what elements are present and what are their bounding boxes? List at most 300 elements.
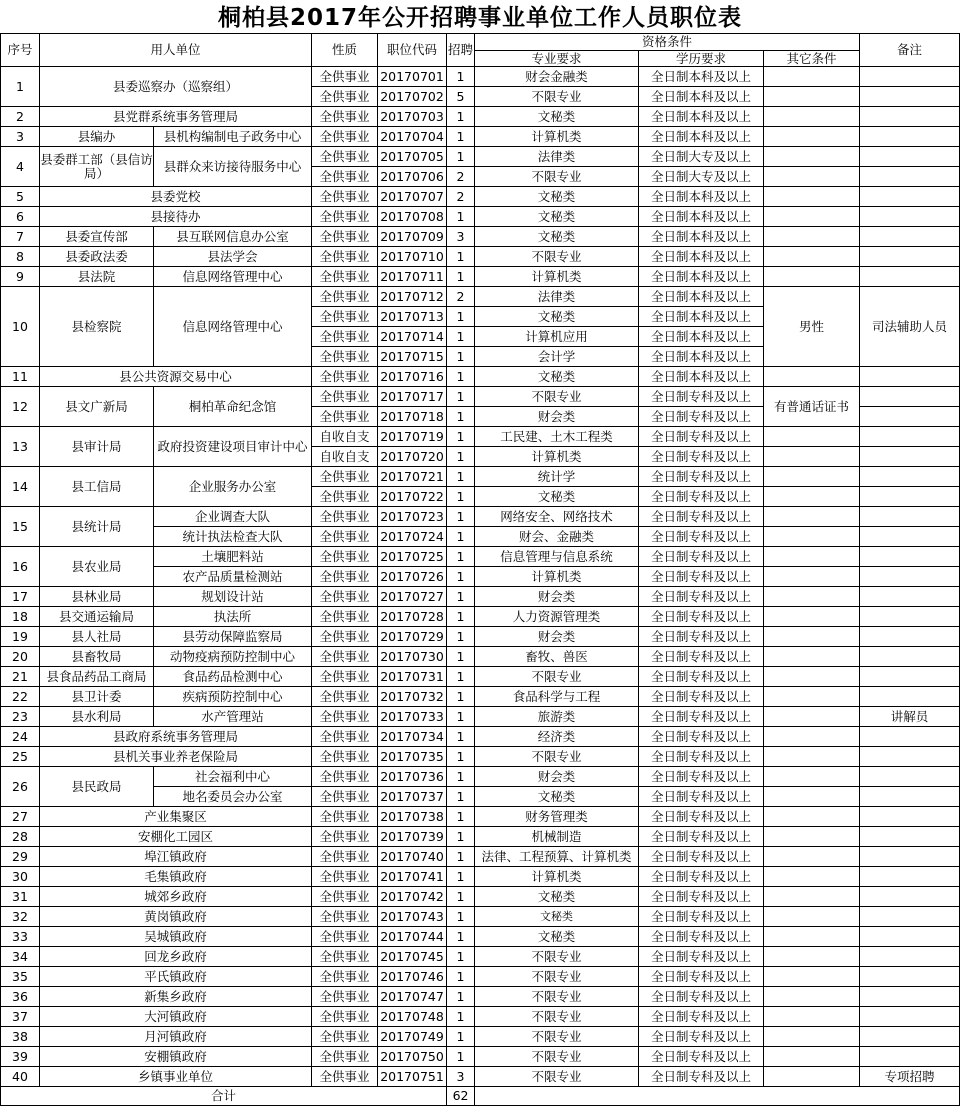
seq-cell: 21 bbox=[1, 667, 40, 687]
nature-cell: 全供事业 bbox=[312, 727, 378, 747]
nature-cell: 全供事业 bbox=[312, 1027, 378, 1047]
table-row bbox=[1, 387, 960, 407]
remark-cell: 专项招聘 bbox=[860, 1067, 960, 1087]
edu-cell: 全日制专科及以上 bbox=[639, 507, 764, 527]
other-cell bbox=[764, 487, 860, 507]
subunit-cell: 县机构编制电子政务中心 bbox=[154, 127, 312, 147]
other-cell bbox=[764, 807, 860, 827]
edu-cell: 全日制本科及以上 bbox=[639, 67, 764, 87]
edu-cell: 全日制专科及以上 bbox=[639, 947, 764, 967]
nature-cell: 全供事业 bbox=[312, 507, 378, 527]
major-cell: 文秘类 bbox=[475, 187, 639, 207]
code-cell: 20170706 bbox=[378, 167, 447, 187]
seq-cell: 6 bbox=[1, 207, 40, 227]
other-cell bbox=[764, 427, 860, 447]
code-cell: 20170723 bbox=[378, 507, 447, 527]
edu-cell: 全日制本科及以上 bbox=[639, 247, 764, 267]
other-cell bbox=[764, 367, 860, 387]
seq-cell: 2 bbox=[1, 107, 40, 127]
code-cell: 20170737 bbox=[378, 787, 447, 807]
edu-cell: 全日制专科及以上 bbox=[639, 407, 764, 427]
seq-cell: 3 bbox=[1, 127, 40, 147]
seq-cell: 34 bbox=[1, 947, 40, 967]
table-row bbox=[1, 187, 960, 207]
major-cell: 计算机类 bbox=[475, 567, 639, 587]
remark-cell bbox=[860, 167, 960, 187]
other-cell bbox=[764, 767, 860, 787]
nature-cell: 全供事业 bbox=[312, 367, 378, 387]
unit-cell: 县水利局 bbox=[40, 707, 154, 727]
other-cell bbox=[764, 647, 860, 667]
other-cell bbox=[764, 87, 860, 107]
seq-cell: 36 bbox=[1, 987, 40, 1007]
other-cell bbox=[764, 927, 860, 947]
table-row bbox=[1, 687, 960, 707]
edu-cell: 全日制专科及以上 bbox=[639, 607, 764, 627]
other-cell bbox=[764, 947, 860, 967]
remark-cell bbox=[860, 227, 960, 247]
nature-cell: 全供事业 bbox=[312, 467, 378, 487]
remark-cell bbox=[860, 867, 960, 887]
table-row bbox=[1, 247, 960, 267]
edu-cell: 全日制专科及以上 bbox=[639, 587, 764, 607]
remark-cell bbox=[860, 467, 960, 487]
code-cell: 20170719 bbox=[378, 427, 447, 447]
seq-cell: 30 bbox=[1, 867, 40, 887]
edu-cell: 全日制专科及以上 bbox=[639, 747, 764, 767]
remark-cell bbox=[860, 107, 960, 127]
major-cell: 计算机类 bbox=[475, 127, 639, 147]
total-count: 62 bbox=[447, 1087, 475, 1106]
seq-cell: 38 bbox=[1, 1027, 40, 1047]
count-cell: 1 bbox=[447, 667, 475, 687]
remark-cell bbox=[860, 747, 960, 767]
code-cell: 20170707 bbox=[378, 187, 447, 207]
count-cell: 1 bbox=[447, 347, 475, 367]
nature-cell: 全供事业 bbox=[312, 107, 378, 127]
table-row bbox=[1, 1047, 960, 1067]
seq-cell: 4 bbox=[1, 147, 40, 187]
nature-cell: 全供事业 bbox=[312, 687, 378, 707]
code-cell: 20170745 bbox=[378, 947, 447, 967]
code-cell: 20170748 bbox=[378, 1007, 447, 1027]
edu-cell: 全日制本科及以上 bbox=[639, 267, 764, 287]
remark-cell bbox=[860, 127, 960, 147]
count-cell: 1 bbox=[447, 67, 475, 87]
nature-cell: 全供事业 bbox=[312, 587, 378, 607]
major-cell: 法律、工程预算、计算机类 bbox=[475, 847, 639, 867]
count-cell: 1 bbox=[447, 127, 475, 147]
seq-cell: 40 bbox=[1, 1067, 40, 1087]
subunit-cell: 社会福利中心 bbox=[154, 767, 312, 787]
code-cell: 20170711 bbox=[378, 267, 447, 287]
count-cell: 1 bbox=[447, 507, 475, 527]
edu-cell: 全日制专科及以上 bbox=[639, 927, 764, 947]
remark-cell bbox=[860, 967, 960, 987]
major-cell: 信息管理与信息系统 bbox=[475, 547, 639, 567]
other-cell bbox=[764, 467, 860, 487]
count-cell: 1 bbox=[447, 327, 475, 347]
major-cell: 文秘类 bbox=[475, 227, 639, 247]
code-cell: 20170735 bbox=[378, 747, 447, 767]
other-cell bbox=[764, 687, 860, 707]
edu-cell: 全日制专科及以上 bbox=[639, 1007, 764, 1027]
other-cell bbox=[764, 107, 860, 127]
remark-cell bbox=[860, 447, 960, 467]
remark-cell bbox=[860, 927, 960, 947]
major-cell: 不限专业 bbox=[475, 987, 639, 1007]
unit-cell: 县党群系统事务管理局 bbox=[40, 107, 312, 127]
subunit-cell: 信息网络管理中心 bbox=[154, 287, 312, 367]
remark-cell bbox=[860, 387, 960, 407]
count-cell: 1 bbox=[447, 447, 475, 467]
remark-cell bbox=[860, 787, 960, 807]
seq-cell: 18 bbox=[1, 607, 40, 627]
table-row bbox=[1, 847, 960, 867]
other-cell bbox=[764, 167, 860, 187]
major-cell: 经济类 bbox=[475, 727, 639, 747]
other-cell bbox=[764, 227, 860, 247]
count-cell: 1 bbox=[447, 827, 475, 847]
count-cell: 1 bbox=[447, 787, 475, 807]
unit-cell: 县交通运输局 bbox=[40, 607, 154, 627]
remark-cell bbox=[860, 87, 960, 107]
major-cell: 会计学 bbox=[475, 347, 639, 367]
nature-cell: 全供事业 bbox=[312, 187, 378, 207]
unit-cell: 安棚镇政府 bbox=[40, 1047, 312, 1067]
remark-cell bbox=[860, 847, 960, 867]
remark-cell bbox=[860, 547, 960, 567]
other-cell bbox=[764, 907, 860, 927]
header-code: 职位代码 bbox=[378, 34, 447, 67]
count-cell: 1 bbox=[447, 607, 475, 627]
seq-cell: 23 bbox=[1, 707, 40, 727]
count-cell: 1 bbox=[447, 307, 475, 327]
major-cell: 不限专业 bbox=[475, 87, 639, 107]
unit-cell: 县畜牧局 bbox=[40, 647, 154, 667]
unit-cell: 县编办 bbox=[40, 127, 154, 147]
unit-cell: 乡镇事业单位 bbox=[40, 1067, 312, 1087]
seq-cell: 15 bbox=[1, 507, 40, 547]
edu-cell: 全日制本科及以上 bbox=[639, 207, 764, 227]
subunit-cell: 信息网络管理中心 bbox=[154, 267, 312, 287]
seq-cell: 31 bbox=[1, 887, 40, 907]
remark-cell bbox=[860, 807, 960, 827]
remark-cell bbox=[860, 1027, 960, 1047]
count-cell: 1 bbox=[447, 1027, 475, 1047]
remark-cell bbox=[860, 667, 960, 687]
table-row bbox=[1, 207, 960, 227]
nature-cell: 全供事业 bbox=[312, 527, 378, 547]
unit-cell: 县检察院 bbox=[40, 287, 154, 367]
other-cell bbox=[764, 547, 860, 567]
count-cell: 1 bbox=[447, 587, 475, 607]
count-cell: 5 bbox=[447, 87, 475, 107]
edu-cell: 全日制专科及以上 bbox=[639, 787, 764, 807]
edu-cell: 全日制本科及以上 bbox=[639, 127, 764, 147]
count-cell: 3 bbox=[447, 227, 475, 247]
nature-cell: 全供事业 bbox=[312, 927, 378, 947]
unit-cell: 县文广新局 bbox=[40, 387, 154, 427]
major-cell: 文秘类 bbox=[475, 787, 639, 807]
count-cell: 1 bbox=[447, 927, 475, 947]
other-cell bbox=[764, 187, 860, 207]
code-cell: 20170736 bbox=[378, 767, 447, 787]
table-row bbox=[1, 807, 960, 827]
edu-cell: 全日制本科及以上 bbox=[639, 107, 764, 127]
major-cell: 文秘类 bbox=[475, 927, 639, 947]
table-row bbox=[1, 727, 960, 747]
nature-cell: 全供事业 bbox=[312, 1067, 378, 1087]
code-cell: 20170718 bbox=[378, 407, 447, 427]
count-cell: 1 bbox=[447, 1047, 475, 1067]
table-row bbox=[1, 147, 960, 167]
header-unit: 用人单位 bbox=[40, 34, 312, 67]
header-row bbox=[1, 34, 960, 51]
nature-cell: 全供事业 bbox=[312, 407, 378, 427]
other-cell bbox=[764, 567, 860, 587]
unit-cell: 县审计局 bbox=[40, 427, 154, 467]
remark-cell bbox=[860, 887, 960, 907]
subunit-cell: 土壤肥料站 bbox=[154, 547, 312, 567]
nature-cell: 全供事业 bbox=[312, 327, 378, 347]
code-cell: 20170734 bbox=[378, 727, 447, 747]
subunit-cell: 疾病预防控制中心 bbox=[154, 687, 312, 707]
code-cell: 20170704 bbox=[378, 127, 447, 147]
nature-cell: 全供事业 bbox=[312, 647, 378, 667]
other-cell bbox=[764, 207, 860, 227]
unit-cell: 埠江镇政府 bbox=[40, 847, 312, 867]
code-cell: 20170727 bbox=[378, 587, 447, 607]
table-row bbox=[1, 987, 960, 1007]
nature-cell: 全供事业 bbox=[312, 807, 378, 827]
unit-cell: 县统计局 bbox=[40, 507, 154, 547]
edu-cell: 全日制本科及以上 bbox=[639, 227, 764, 247]
nature-cell: 全供事业 bbox=[312, 707, 378, 727]
seq-cell: 14 bbox=[1, 467, 40, 507]
code-cell: 20170721 bbox=[378, 467, 447, 487]
count-cell: 2 bbox=[447, 287, 475, 307]
edu-cell: 全日制本科及以上 bbox=[639, 307, 764, 327]
edu-cell: 全日制专科及以上 bbox=[639, 707, 764, 727]
other-cell bbox=[764, 447, 860, 467]
remark-cell bbox=[860, 187, 960, 207]
seq-cell: 35 bbox=[1, 967, 40, 987]
nature-cell: 全供事业 bbox=[312, 307, 378, 327]
major-cell: 财会、金融类 bbox=[475, 527, 639, 547]
major-cell: 不限专业 bbox=[475, 1027, 639, 1047]
other-cell bbox=[764, 827, 860, 847]
code-cell: 20170725 bbox=[378, 547, 447, 567]
table-row bbox=[1, 127, 960, 147]
unit-cell: 吴城镇政府 bbox=[40, 927, 312, 947]
subunit-cell: 水产管理站 bbox=[154, 707, 312, 727]
code-cell: 20170720 bbox=[378, 447, 447, 467]
count-cell: 2 bbox=[447, 187, 475, 207]
table-row bbox=[1, 367, 960, 387]
subunit-cell: 县群众来访接待服务中心 bbox=[154, 147, 312, 187]
count-cell: 1 bbox=[447, 847, 475, 867]
major-cell: 文秘类 bbox=[475, 107, 639, 127]
major-cell: 文秘类 bbox=[475, 887, 639, 907]
edu-cell: 全日制专科及以上 bbox=[639, 427, 764, 447]
unit-cell: 县委巡察办（巡察组） bbox=[40, 67, 312, 107]
code-cell: 20170732 bbox=[378, 687, 447, 707]
major-cell: 畜牧、兽医 bbox=[475, 647, 639, 667]
code-cell: 20170712 bbox=[378, 287, 447, 307]
subunit-cell: 政府投资建设项目审计中心 bbox=[154, 427, 312, 467]
nature-cell: 全供事业 bbox=[312, 867, 378, 887]
seq-cell: 12 bbox=[1, 387, 40, 427]
edu-cell: 全日制专科及以上 bbox=[639, 647, 764, 667]
nature-cell: 全供事业 bbox=[312, 227, 378, 247]
seq-cell: 28 bbox=[1, 827, 40, 847]
code-cell: 20170722 bbox=[378, 487, 447, 507]
code-cell: 20170728 bbox=[378, 607, 447, 627]
subunit-cell: 执法所 bbox=[154, 607, 312, 627]
nature-cell: 全供事业 bbox=[312, 747, 378, 767]
code-cell: 20170746 bbox=[378, 967, 447, 987]
nature-cell: 全供事业 bbox=[312, 247, 378, 267]
major-cell: 食品科学与工程 bbox=[475, 687, 639, 707]
edu-cell: 全日制专科及以上 bbox=[639, 447, 764, 467]
count-cell: 3 bbox=[447, 1067, 475, 1087]
table-row bbox=[1, 667, 960, 687]
seq-cell: 39 bbox=[1, 1047, 40, 1067]
other-cell bbox=[764, 587, 860, 607]
nature-cell: 全供事业 bbox=[312, 1007, 378, 1027]
other-cell bbox=[764, 1047, 860, 1067]
other-cell bbox=[764, 747, 860, 767]
total-blank bbox=[475, 1087, 960, 1106]
major-cell: 不限专业 bbox=[475, 947, 639, 967]
edu-cell: 全日制专科及以上 bbox=[639, 387, 764, 407]
count-cell: 1 bbox=[447, 627, 475, 647]
count-cell: 1 bbox=[447, 407, 475, 427]
subunit-cell: 县法学会 bbox=[154, 247, 312, 267]
unit-cell: 县机关事业养老保险局 bbox=[40, 747, 312, 767]
other-cell bbox=[764, 507, 860, 527]
major-cell: 文秘类 bbox=[475, 487, 639, 507]
unit-cell: 大河镇政府 bbox=[40, 1007, 312, 1027]
remark-cell bbox=[860, 407, 960, 427]
table-row bbox=[1, 227, 960, 247]
nature-cell: 全供事业 bbox=[312, 147, 378, 167]
code-cell: 20170744 bbox=[378, 927, 447, 947]
remark-cell: 讲解员 bbox=[860, 707, 960, 727]
code-cell: 20170738 bbox=[378, 807, 447, 827]
major-cell: 统计学 bbox=[475, 467, 639, 487]
other-cell: 男性 bbox=[764, 287, 860, 367]
seq-cell: 9 bbox=[1, 267, 40, 287]
code-cell: 20170731 bbox=[378, 667, 447, 687]
edu-cell: 全日制专科及以上 bbox=[639, 667, 764, 687]
code-cell: 20170750 bbox=[378, 1047, 447, 1067]
nature-cell: 全供事业 bbox=[312, 627, 378, 647]
nature-cell: 全供事业 bbox=[312, 787, 378, 807]
table-row bbox=[1, 647, 960, 667]
major-cell: 计算机类 bbox=[475, 867, 639, 887]
unit-cell: 月河镇政府 bbox=[40, 1027, 312, 1047]
remark-cell bbox=[860, 67, 960, 87]
table-row bbox=[1, 427, 960, 447]
subunit-cell: 食品药品检测中心 bbox=[154, 667, 312, 687]
table-row bbox=[1, 947, 960, 967]
remark-cell bbox=[860, 507, 960, 527]
subunit-cell: 县互联网信息办公室 bbox=[154, 227, 312, 247]
edu-cell: 全日制专科及以上 bbox=[639, 567, 764, 587]
table-body bbox=[1, 67, 960, 1106]
edu-cell: 全日制专科及以上 bbox=[639, 727, 764, 747]
code-cell: 20170714 bbox=[378, 327, 447, 347]
nature-cell: 自收自支 bbox=[312, 447, 378, 467]
subunit-cell: 农产品质量检测站 bbox=[154, 567, 312, 587]
table-row bbox=[1, 907, 960, 927]
remark-cell bbox=[860, 567, 960, 587]
header-qual: 资格条件 bbox=[475, 34, 860, 51]
seq-cell: 1 bbox=[1, 67, 40, 107]
table-row bbox=[1, 927, 960, 947]
other-cell bbox=[764, 147, 860, 167]
header-major: 专业要求 bbox=[475, 51, 639, 67]
unit-cell: 县食品药品工商局 bbox=[40, 667, 154, 687]
nature-cell: 全供事业 bbox=[312, 947, 378, 967]
nature-cell: 全供事业 bbox=[312, 67, 378, 87]
other-cell bbox=[764, 247, 860, 267]
unit-cell: 县公共资源交易中心 bbox=[40, 367, 312, 387]
count-cell: 1 bbox=[447, 647, 475, 667]
remark-cell bbox=[860, 487, 960, 507]
edu-cell: 全日制大专及以上 bbox=[639, 147, 764, 167]
subunit-cell: 企业服务办公室 bbox=[154, 467, 312, 507]
table-row bbox=[1, 767, 960, 787]
major-cell: 财会类 bbox=[475, 587, 639, 607]
major-cell: 财会类 bbox=[475, 767, 639, 787]
other-cell bbox=[764, 607, 860, 627]
count-cell: 1 bbox=[447, 467, 475, 487]
other-cell bbox=[764, 1067, 860, 1087]
major-cell: 不限专业 bbox=[475, 247, 639, 267]
header-other: 其它条件 bbox=[764, 51, 860, 67]
edu-cell: 全日制本科及以上 bbox=[639, 287, 764, 307]
seq-cell: 10 bbox=[1, 287, 40, 367]
code-cell: 20170743 bbox=[378, 907, 447, 927]
edu-cell: 全日制专科及以上 bbox=[639, 987, 764, 1007]
table-row bbox=[1, 107, 960, 127]
other-cell bbox=[764, 627, 860, 647]
edu-cell: 全日制大专及以上 bbox=[639, 167, 764, 187]
remark-cell bbox=[860, 987, 960, 1007]
remark-cell bbox=[860, 727, 960, 747]
edu-cell: 全日制专科及以上 bbox=[639, 527, 764, 547]
nature-cell: 全供事业 bbox=[312, 547, 378, 567]
count-cell: 1 bbox=[447, 707, 475, 727]
other-cell bbox=[764, 887, 860, 907]
major-cell: 财会金融类 bbox=[475, 67, 639, 87]
major-cell: 财会类 bbox=[475, 407, 639, 427]
unit-cell: 县工信局 bbox=[40, 467, 154, 507]
code-cell: 20170708 bbox=[378, 207, 447, 227]
remark-cell bbox=[860, 627, 960, 647]
edu-cell: 全日制专科及以上 bbox=[639, 1067, 764, 1087]
total-row bbox=[1, 1087, 960, 1106]
code-cell: 20170747 bbox=[378, 987, 447, 1007]
count-cell: 1 bbox=[447, 387, 475, 407]
edu-cell: 全日制本科及以上 bbox=[639, 347, 764, 367]
seq-cell: 26 bbox=[1, 767, 40, 807]
count-cell: 2 bbox=[447, 167, 475, 187]
nature-cell: 全供事业 bbox=[312, 767, 378, 787]
